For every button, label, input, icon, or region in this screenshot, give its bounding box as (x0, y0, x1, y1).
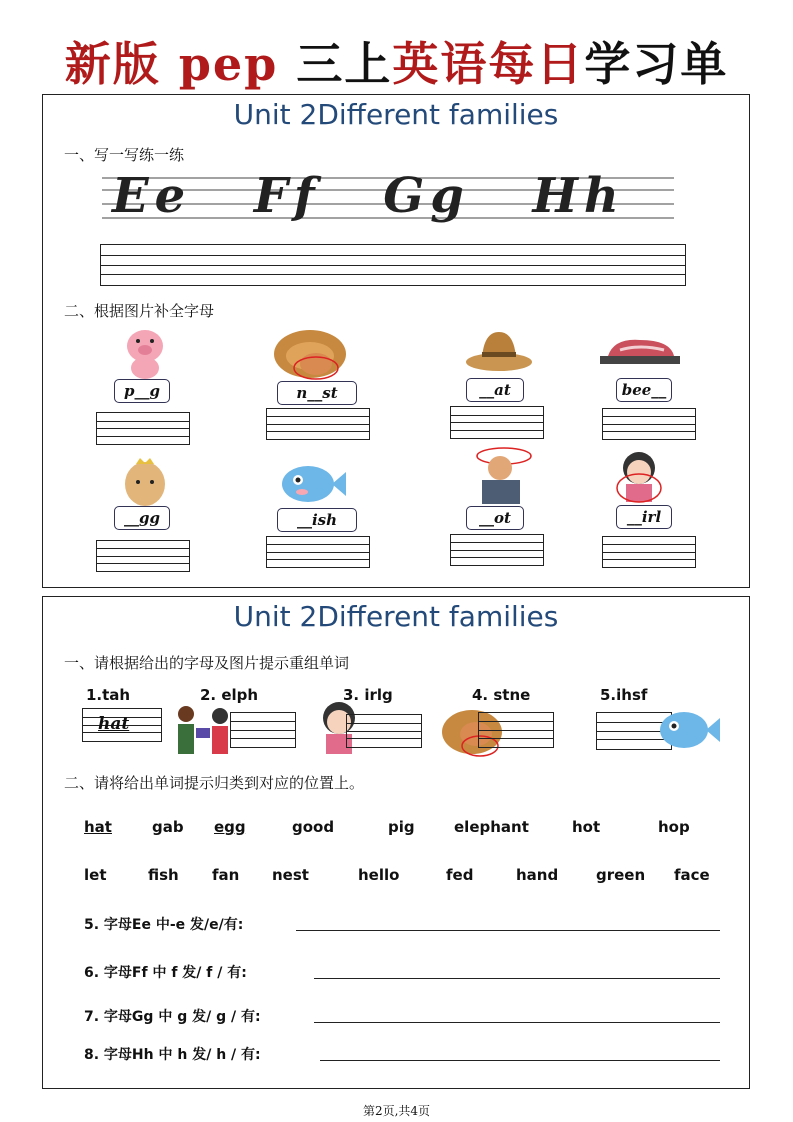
word-hot: hot (572, 818, 601, 836)
title-part-d: 学习单 (584, 37, 729, 91)
blank-word-egg: __gg (114, 506, 170, 530)
word-fed: fed (446, 866, 474, 884)
giving-picture (166, 702, 238, 762)
writing-lines-letters[interactable] (100, 244, 686, 286)
answer-box-3[interactable] (346, 714, 422, 748)
puzzle-1: 1.tah (86, 686, 131, 704)
word-hand: hand (516, 866, 559, 884)
question-6: 6. 字母Ff 中 f 发/ f / 有: (84, 965, 247, 981)
answer-box-4[interactable] (478, 712, 554, 748)
write-box-5[interactable] (96, 540, 190, 572)
blank-word-hat: __at (466, 378, 524, 402)
question-8: 8. 字母Hh 中 h 发/ h / 有: (84, 1047, 261, 1063)
blank-word-fish: __ish (277, 508, 357, 532)
puzzle-4: 4. stne (472, 686, 531, 704)
title-part-c: 英语每日 (392, 37, 585, 91)
word-fan: fan (212, 866, 240, 884)
blank-word-pig: p__g (114, 379, 170, 403)
write-box-1[interactable] (96, 412, 190, 445)
answer-box-2[interactable] (230, 712, 296, 748)
blank-word-nest: n__st (277, 381, 357, 405)
puzzle-5: 5.ihsf (600, 686, 648, 704)
blank-word-girl: __irl (616, 505, 672, 529)
word-hat: hat (84, 818, 112, 836)
puzzle-3: 3. irlg (343, 686, 393, 704)
word-let: let (84, 866, 107, 884)
answer-line-8[interactable] (320, 1044, 720, 1061)
word-elephant: elephant (454, 818, 529, 836)
word-gab: gab (152, 818, 184, 836)
word-good: good (292, 818, 335, 836)
word-green: green (596, 866, 646, 884)
page-footer: 第2页,共4页 (362, 1104, 431, 1118)
answer-line-7[interactable] (314, 1006, 720, 1023)
fish-picture (278, 460, 348, 510)
hat-picture (464, 328, 534, 378)
write-box-6[interactable] (266, 536, 370, 568)
section-4-heading: 二、请将给出单词提示归类到对应的位置上。 (64, 774, 365, 792)
unit-heading-2: Unit 2Different families (233, 600, 559, 633)
answer-1: hat (98, 714, 130, 734)
answer-line-5[interactable] (296, 914, 720, 931)
word-nest: nest (272, 866, 309, 884)
egg-picture (120, 456, 170, 510)
title-part-b: 三上 (296, 37, 393, 91)
blank-word-hot: __ot (466, 506, 524, 530)
letter-samples: Ee Ff Gg Hh (112, 168, 625, 224)
write-box-3[interactable] (450, 406, 544, 439)
section-1-heading: 一、写一写练一练 (64, 146, 185, 164)
pig-picture (118, 326, 172, 384)
question-7: 7. 字母Gg 中 g 发/ g / 有: (84, 1009, 261, 1025)
meat-picture (600, 334, 680, 372)
fish-picture-2 (656, 706, 722, 758)
puzzle-2: 2. elph (200, 686, 259, 704)
write-box-7[interactable] (450, 534, 544, 566)
section-2-heading: 二、根据图片补全字母 (64, 302, 215, 320)
page-title (0, 28, 793, 94)
write-box-4[interactable] (602, 408, 696, 440)
answer-line-6[interactable] (314, 962, 720, 979)
write-box-8[interactable] (602, 536, 696, 568)
hot-man-picture (466, 446, 536, 510)
title-part-a: 新版 pep (64, 37, 297, 91)
section-3-heading: 一、请根据给出的字母及图片提示重组单词 (64, 654, 350, 672)
question-5: 5. 字母Ee 中-e 发/e/有: (84, 917, 244, 933)
girl-picture (614, 448, 664, 508)
word-hello: hello (358, 866, 400, 884)
nest-picture (272, 326, 348, 384)
word-pig: pig (388, 818, 415, 836)
word-hop: hop (658, 818, 690, 836)
unit-heading-1: Unit 2Different families (233, 98, 559, 131)
word-fish: fish (148, 866, 179, 884)
write-box-2[interactable] (266, 408, 370, 440)
word-face: face (674, 866, 710, 884)
word-egg: egg (214, 818, 246, 836)
blank-word-bee: bee__ (616, 378, 672, 402)
